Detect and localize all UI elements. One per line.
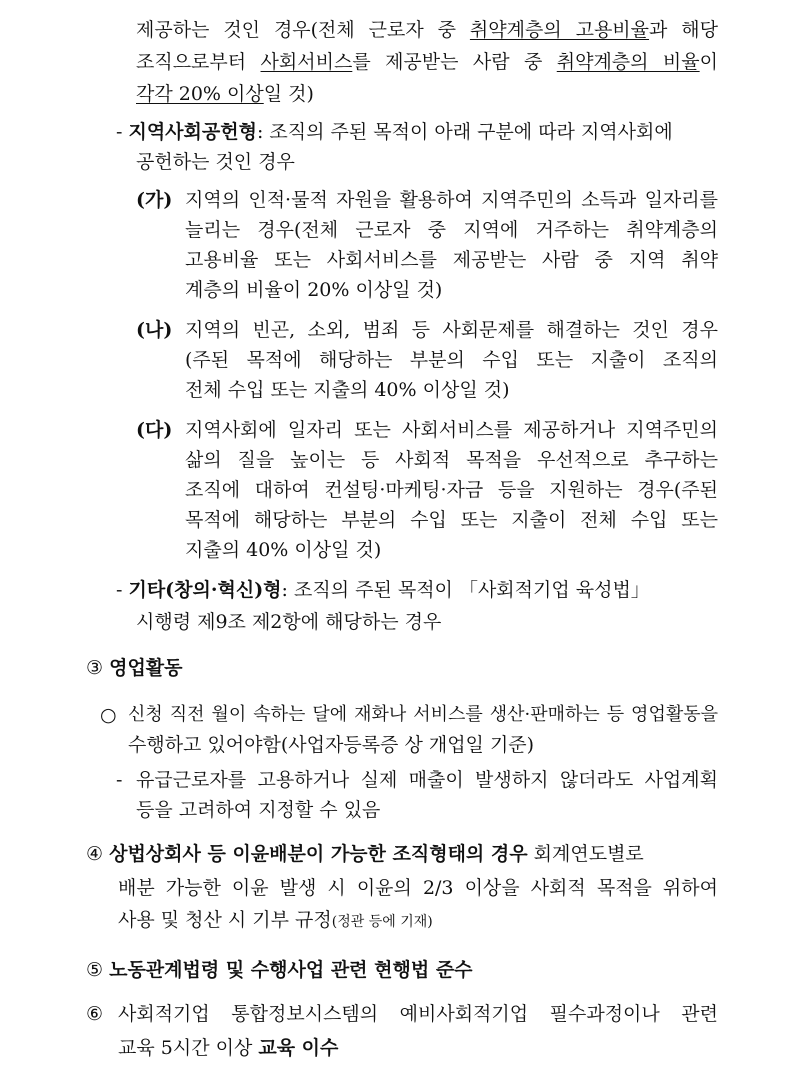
item-line: 삶의 질을 높이는 등 사회적 목적을 우선적으로 추구하는 bbox=[185, 449, 718, 471]
text-span: 회계연도별로 bbox=[527, 843, 644, 865]
item-line: 계층의 비율이 20% 이상일 것) bbox=[185, 279, 443, 301]
section-4-heading bbox=[86, 842, 644, 866]
underlined-text: 사회서비스 bbox=[260, 51, 353, 73]
dash-line: 유급근로자를 고용하거나 실제 매출이 발생하지 않더라도 사업계획 bbox=[136, 769, 718, 791]
item-line: 지역의 인적·물적 자원을 활용하여 지역주민의 소득과 일자리를 bbox=[185, 189, 718, 211]
text-line bbox=[136, 50, 718, 74]
bullet-line: 수행하고 있어야함(사업자등록증 상 개업일 기준) bbox=[128, 734, 535, 756]
text-span: 를 제공받는 사람 중 bbox=[352, 51, 557, 73]
section-5-heading bbox=[86, 958, 473, 982]
text-line: 사회적기업 통합정보시스템의 예비사회적기업 필수과정이나 관련 bbox=[118, 1003, 718, 1025]
text-span: 사용 및 청산 시 기부 규정 bbox=[118, 909, 332, 931]
section-title: 노동관계법령 및 수행사업 관련 현행법 준수 bbox=[109, 959, 473, 981]
item-line: 지출의 40% 이상일 것) bbox=[185, 539, 382, 561]
community-type-title: 지역사회공헌형 bbox=[128, 121, 257, 143]
text-span: 이 bbox=[699, 51, 718, 73]
bullet-marker: ○ bbox=[100, 704, 117, 726]
item-line: 늘리는 경우(전체 근로자 중 지역에 거주하는 취약계층의 bbox=[185, 219, 718, 241]
section-title: 상법상회사 등 이윤배분이 가능한 조직형태의 경우 bbox=[109, 843, 528, 865]
bullet-line: 신청 직전 월이 속하는 달에 재화나 서비스를 생산·판매하는 등 영업활동을 bbox=[128, 704, 718, 725]
underlined-text: 각각 20% 이상 bbox=[136, 83, 264, 105]
circled-number: ④ bbox=[86, 843, 104, 865]
text-line bbox=[136, 18, 718, 42]
bold-text: 교육 이수 bbox=[258, 1037, 339, 1059]
text-span: 공헌하는 것인 경우 bbox=[136, 151, 295, 173]
dash-marker: - bbox=[116, 579, 123, 601]
text-line bbox=[118, 908, 433, 934]
circled-number: ⑤ bbox=[86, 959, 104, 981]
underlined-text: 취약계층의 비율 bbox=[556, 51, 700, 73]
dash-marker: - bbox=[116, 121, 123, 143]
underlined-text: 취약계층의 고용비율 bbox=[469, 19, 650, 41]
item-line: 고용비율 또는 사회서비스를 제공받는 사람 중 지역 취약 bbox=[185, 249, 718, 271]
section-6-number: ⑥ bbox=[86, 1003, 104, 1025]
text-span: 일 것) bbox=[263, 83, 314, 105]
text-line bbox=[118, 1036, 338, 1060]
item-line: 전체 수입 또는 지출의 40% 이상일 것) bbox=[185, 379, 510, 401]
text-line: 시행령 제9조 제2항에 해당하는 경우 bbox=[136, 611, 442, 633]
item-line: 지역의 빈곤, 소외, 범죄 등 사회문제를 해결하는 것인 경우 bbox=[185, 319, 718, 341]
other-type-title: 기타(창의·혁신)형 bbox=[128, 579, 282, 601]
item-marker-da: (다) bbox=[136, 419, 173, 441]
circled-number: ③ bbox=[86, 657, 104, 679]
section-title: 영업활동 bbox=[109, 657, 183, 679]
text-span: 조직으로부터 bbox=[136, 51, 261, 73]
text-span: 교육 5시간 이상 bbox=[118, 1037, 259, 1059]
dash-marker: - bbox=[116, 769, 123, 791]
item-marker-ga: (가) bbox=[136, 189, 173, 211]
small-note: (정관 등에 기재) bbox=[331, 914, 433, 930]
text-span: 제공하는 것인 경우(전체 근로자 중 bbox=[136, 19, 470, 41]
text-line bbox=[136, 150, 295, 174]
dash-line: 등을 고려하여 지정할 수 있음 bbox=[136, 799, 381, 821]
text-span: 과 해당 bbox=[649, 19, 719, 41]
item-line: 지역사회에 일자리 또는 사회서비스를 제공하거나 지역주민의 bbox=[185, 419, 718, 441]
other-type-heading bbox=[116, 578, 650, 602]
text-span: : 조직의 주된 목적이 아래 구분에 따라 지역사회에 bbox=[256, 121, 673, 143]
item-marker-na: (나) bbox=[136, 319, 173, 341]
text-line bbox=[136, 82, 314, 106]
community-type-heading bbox=[116, 120, 673, 144]
text-line: 배분 가능한 이윤 발생 시 이윤의 2/3 이상을 사회적 목적을 위하여 bbox=[118, 877, 718, 899]
section-3-heading bbox=[86, 656, 183, 680]
item-line: (주된 목적에 해당하는 부분의 수입 또는 지출이 조직의 bbox=[185, 349, 718, 371]
text-span: : 조직의 주된 목적이 「사회적기업 육성법」 bbox=[281, 579, 650, 601]
item-line: 조직에 대하여 컨설팅·마케팅·자금 등을 지원하는 경우(주된 bbox=[185, 479, 718, 501]
item-line: 목적에 해당하는 부분의 수입 또는 지출이 전체 수입 또는 bbox=[185, 509, 718, 531]
